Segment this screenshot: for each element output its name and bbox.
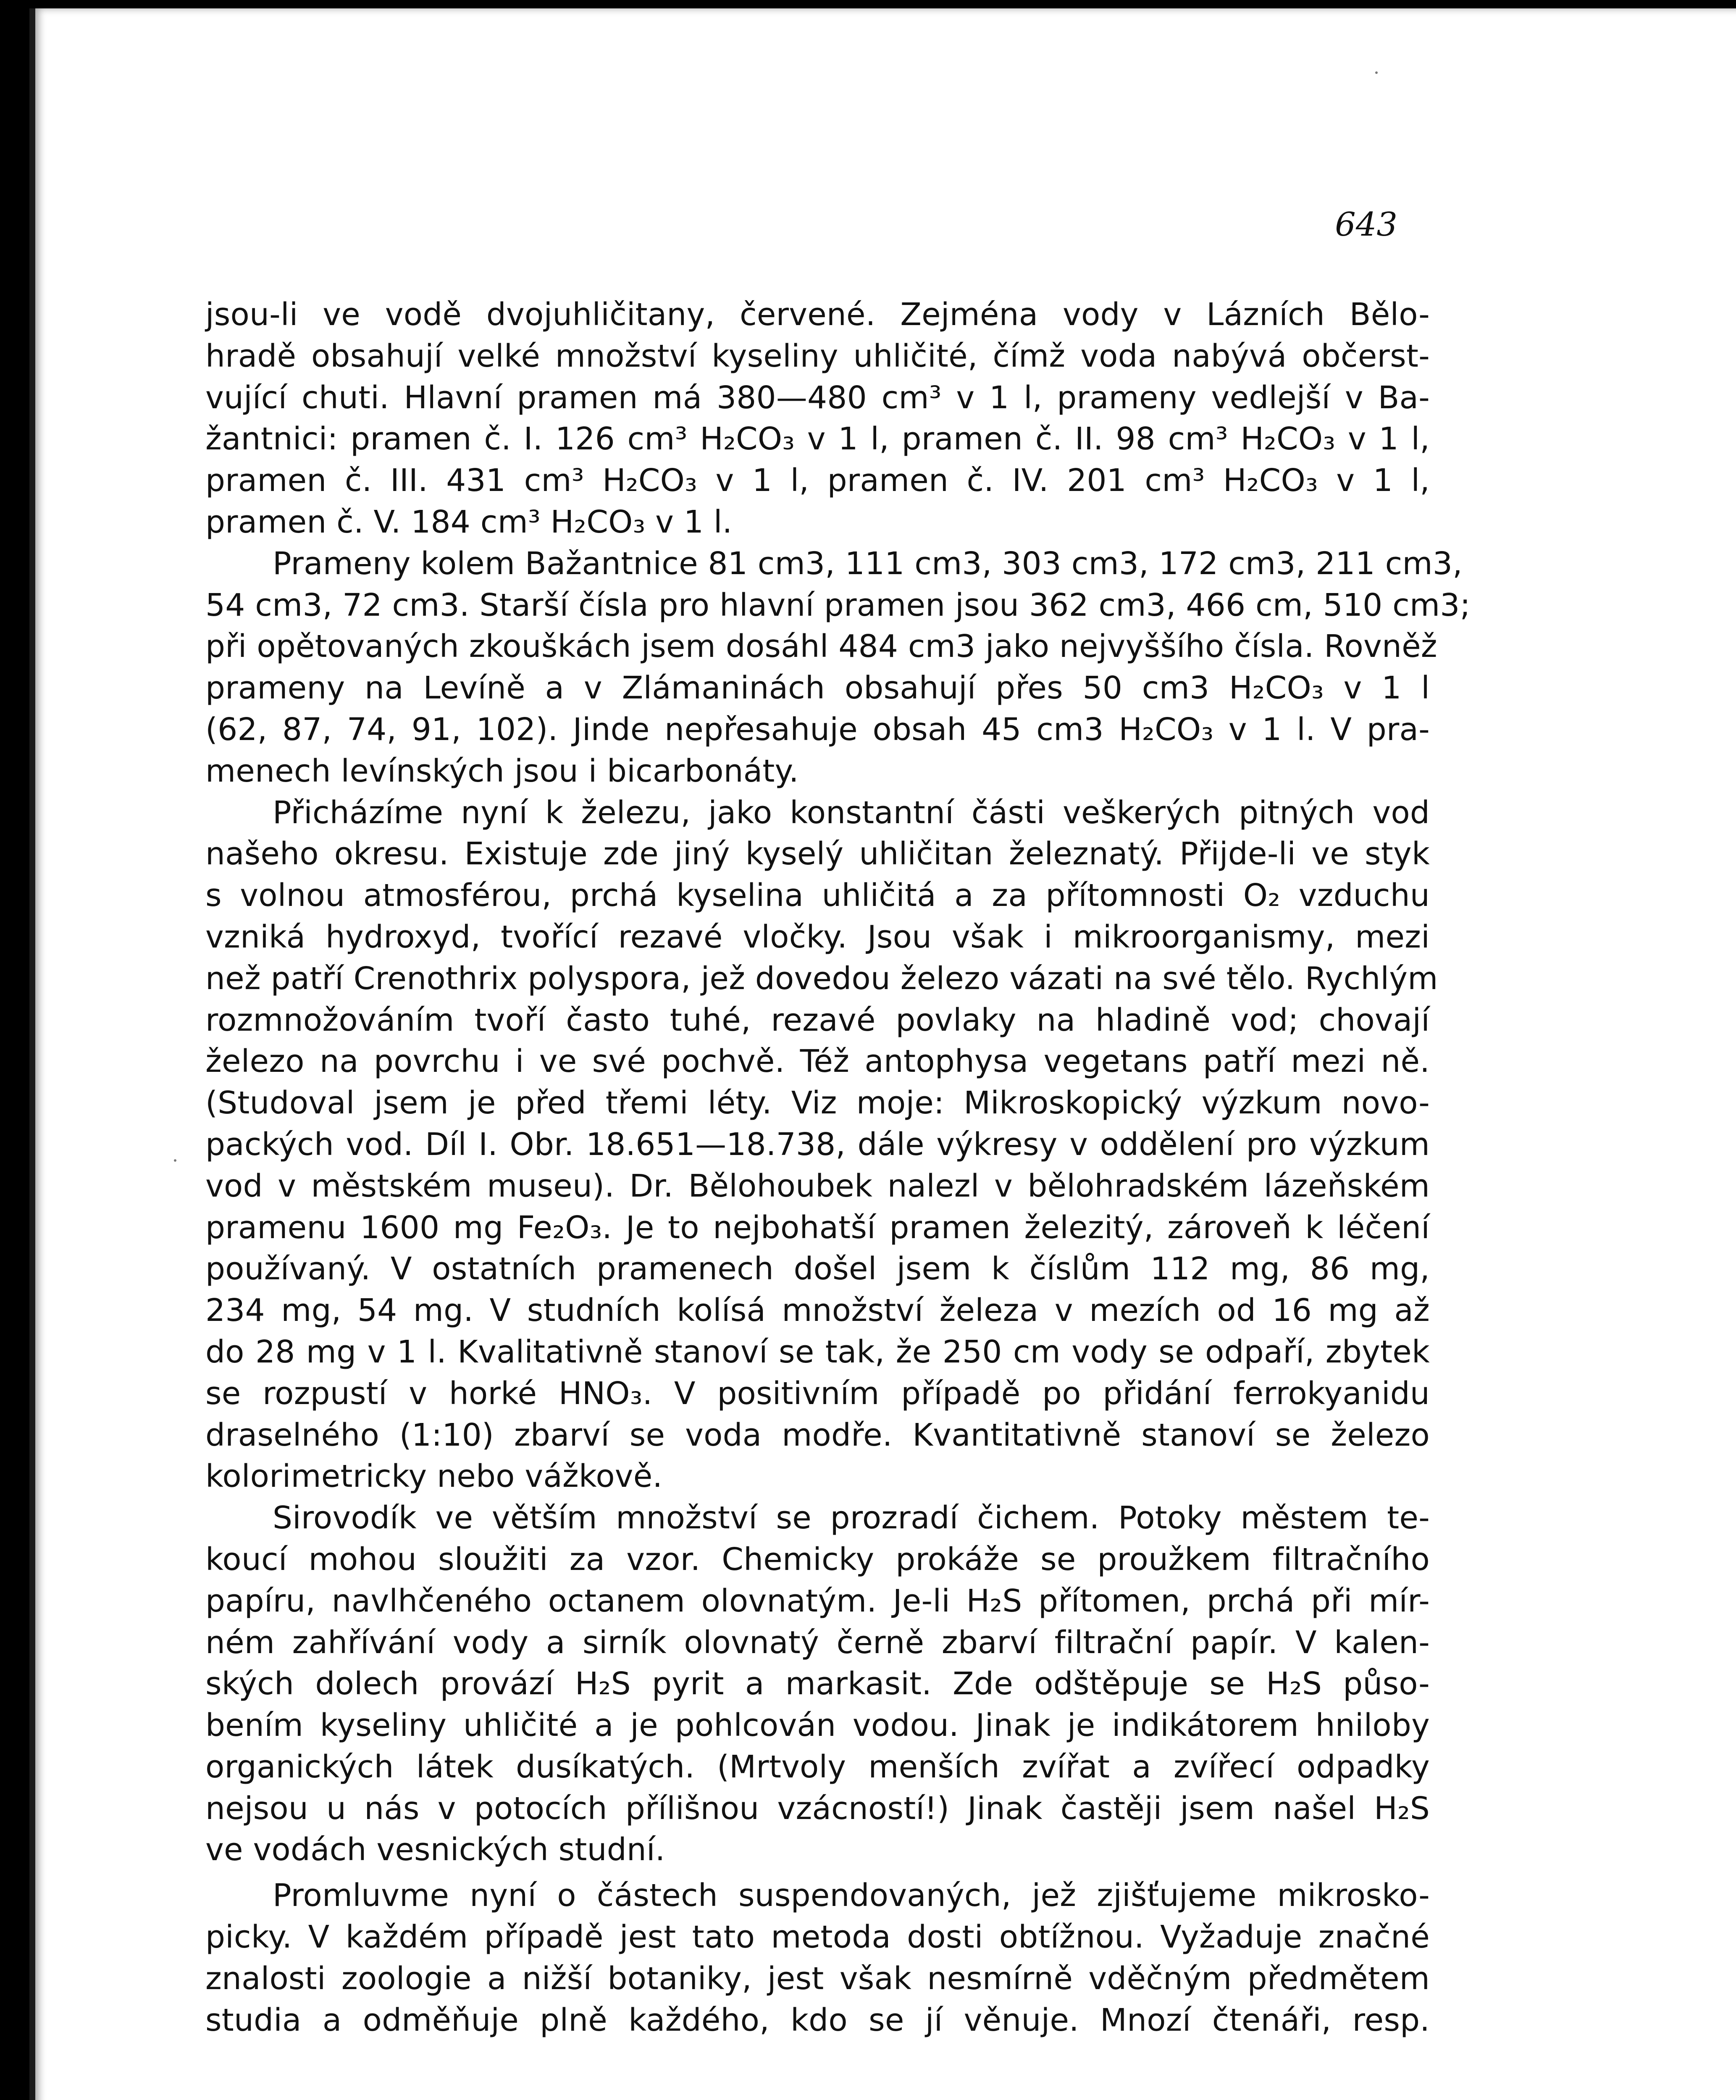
text-line: rozmnožováním tvoří často tuhé, rezavé povlaky na hladině vod; chovají [205, 1002, 1430, 1038]
text-line: našeho okresu. Existuje zde jiný kyselý uhličitan železnatý. Přijde-li ve styk [205, 836, 1430, 872]
text-line: železo na povrchu i ve své pochvě. Též antophysa vegetans patří mezi ně. [205, 1043, 1430, 1080]
page-number: 643 [1335, 206, 1397, 244]
text-line: prameny na Levíně a v Zlámaninách obsahují přes 50 cm3 H₂CO₃ v 1 l [205, 670, 1430, 706]
text-line: Přicházíme nyní k železu, jako konstantní části veškerých pitných vod [273, 794, 1430, 831]
text-line: ských dolech provází H₂S pyrit a markasit. Zde odštěpuje se H₂S půso- [205, 1666, 1430, 1702]
text-line: nejsou u nás v potocích přílišnou vzácností!) Jinak častěji jsem našel H₂S [205, 1790, 1430, 1827]
paragraph-3 [205, 792, 1438, 1498]
text-line: (62, 87, 74, 91, 102). Jinde nepřesahuje obsah 45 cm3 H₂CO₃ v 1 l. V pra- [205, 711, 1430, 748]
scan-speck [174, 1159, 176, 1162]
text-line: s volnou atmosférou, prchá kyselina uhličitá a za přítomnosti O₂ vzduchu [205, 877, 1430, 914]
text-line: vzniká hydroxyd, tvořící rezavé vločky. Jsou však i mikroorganismy, mezi [205, 919, 1430, 955]
text-line: vující chuti. Hlavní pramen má 380—480 cm³ v 1 l, prameny vedlejší v Ba- [205, 379, 1430, 416]
text-line: koucí mohou sloužiti za vzor. Chemicky prokáže se proužkem filtračního [205, 1541, 1430, 1578]
paragraph-gap [205, 1871, 1430, 1875]
text-line: jsou-li ve vodě dvojuhličitany, červené. Zejména vody v Lázních Bělo- [205, 297, 1430, 333]
text-line: Prameny kolem Bažantnice 81 cm3, 111 cm3, 303 cm3, 172 cm3, 211 cm3, [273, 545, 1463, 582]
text-line: 54 cm3, 72 cm3. Starší čísla pro hlavní pramen jsou 362 cm3, 466 cm, 510 cm3; [205, 587, 1471, 623]
text-line: studia a odměňuje plně každého, kdo se jí věnuje. Mnozí čtenáři, resp. [205, 2002, 1430, 2038]
text-line: picky. V každém případě jest tato metoda dosti obtížnou. Vyžaduje značné [205, 1919, 1430, 1956]
text-line: Promluvme nyní o částech suspendovaných, jež zjišťujeme mikrosko- [273, 1877, 1430, 1914]
text-line: ve vodách vesnických studní. [205, 1832, 665, 1868]
text-line: (Studoval jsem je před třemi léty. Viz moje: Mikroskopický výzkum novo- [205, 1085, 1430, 1121]
text-line: packých vod. Díl I. Obr. 18.651—18.738, dále výkresy v oddělení pro výzkum [205, 1126, 1430, 1163]
text-line: menech levínských jsou i bicarbonáty. [205, 753, 799, 789]
text-line: znalosti zoologie a nižší botaniky, jest však nesmírně vděčným předmětem [205, 1960, 1430, 1997]
text-line: Sirovodík ve větším množství se prozradí čichem. Potoky městem te- [273, 1500, 1430, 1536]
paragraph-1 [205, 294, 1430, 543]
text-line: při opětovaných zkouškách jsem dosáhl 484 cm3 jako nejvyššího čísla. Rovněž [205, 628, 1437, 665]
body-text [205, 294, 1471, 2041]
text-line: draselného (1:10) zbarví se voda modře. Kvantitativně stanoví se železo [205, 1417, 1430, 1453]
paragraph-5 [205, 1875, 1430, 2041]
text-line: 234 mg, 54 mg. V studních kolísá množství železa v mezích od 16 mg až [205, 1292, 1430, 1329]
text-line: hradě obsahují velké množství kyseliny uhličité, čímž voda nabývá občerst- [205, 338, 1430, 374]
text-line: pramenu 1600 mg Fe₂O₃. Je to nejbohatší pramen železitý, zároveň k léčení [205, 1209, 1430, 1246]
paragraph-2 [205, 543, 1471, 792]
text-line: do 28 mg v 1 l. Kvalitativně stanoví se tak, že 250 cm vody se odpaří, zbytek [205, 1334, 1430, 1370]
text-line: pramen č. V. 184 cm³ H₂CO₃ v 1 l. [205, 504, 733, 540]
text-line: pramen č. III. 431 cm³ H₂CO₃ v 1 l, pramen č. IV. 201 cm³ H₂CO₃ v 1 l, [205, 462, 1430, 499]
text-line: bením kyseliny uhličité a je pohlcován vodou. Jinak je indikátorem hniloby [205, 1707, 1430, 1744]
text-line: používaný. V ostatních pramenech došel jsem k číslům 112 mg, 86 mg, [205, 1251, 1430, 1287]
text-line: ném zahřívání vody a sirník olovnatý černě zbarví filtrační papír. V kalen- [205, 1624, 1430, 1661]
scanned-page [29, 8, 1736, 2100]
scan-speck [1375, 71, 1378, 74]
text-line: papíru, navlhčeného octanem olovnatým. Je-li H₂S přítomen, prchá při mír- [205, 1583, 1430, 1619]
text-line: než patří Crenothrix polyspora, jež dovedou železo vázati na své tělo. Rychlým [205, 960, 1438, 997]
text-line: žantnici: pramen č. I. 126 cm³ H₂CO₃ v 1 l, pramen č. II. 98 cm³ H₂CO₃ v 1 l, [205, 421, 1430, 457]
text-line: vod v městském museu). Dr. Bělohoubek nalezl v bělohradském lázeňském [205, 1168, 1430, 1204]
text-line: se rozpustí v horké HNO₃. V positivním případě po přidání ferrokyanidu [205, 1375, 1430, 1412]
text-line: kolorimetricky nebo vážkově. [205, 1458, 663, 1495]
paragraph-4 [205, 1497, 1430, 1871]
text-line: organických látek dusíkatých. (Mrtvoly menších zvířat a zvířecí odpadky [205, 1748, 1430, 1785]
